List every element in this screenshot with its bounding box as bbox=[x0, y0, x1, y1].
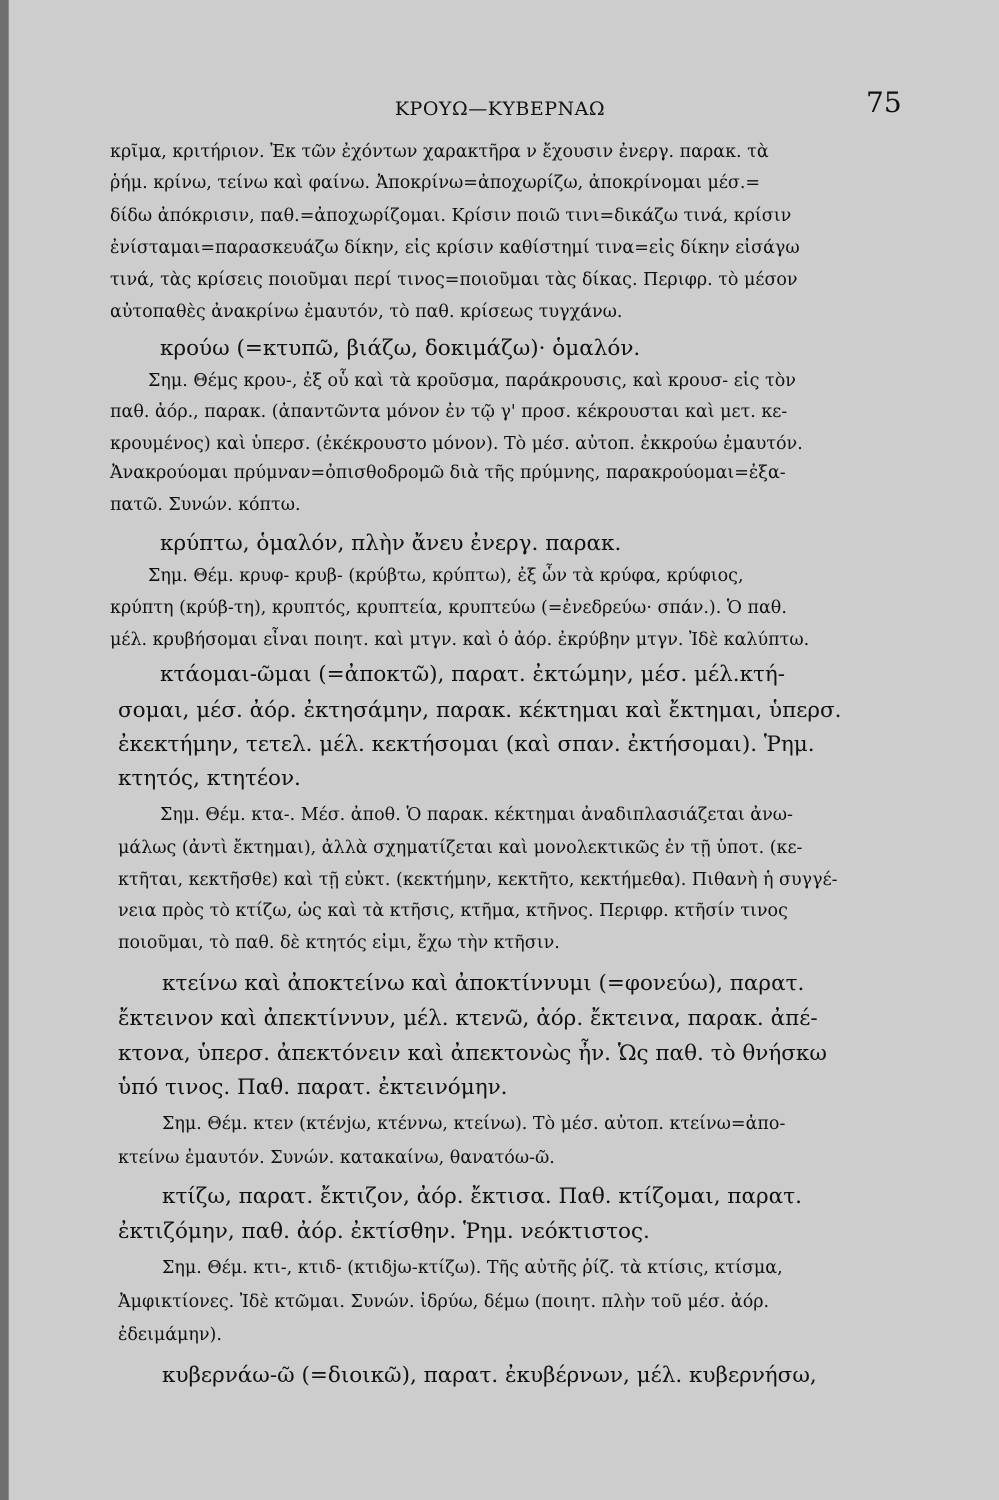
running-header: ΚΡΟΥΩ—ΚΥΒΕΡΝΑΩ bbox=[394, 98, 606, 120]
text-line: ἐκτιζόμην, παθ. ἀόρ. ἐκτίσθην. Ῥημ. νεόκτιστος. bbox=[118, 1219, 650, 1244]
text-line: Σημ. Θέμ. κτι-, κτιδ- (κτιδjω-κτίζω). Τῆς αὐτῆς ῥίζ. τὰ κτίσις, κτίσμα, bbox=[162, 1258, 783, 1278]
text-line: τινά, τὰς κρίσεις ποιοῦμαι περί τινος=ποιοῦμαι τὰς δίκας. Περιφρ. τὸ μέσον bbox=[110, 270, 798, 290]
headword-line: κρύπτω, ὁμαλόν, πλὴν ἄνευ ἐνεργ. παρακ. bbox=[160, 531, 622, 556]
text-line: δίδω ἀπόκρισιν, παθ.=ἀποχωρίζομαι. Κρίσιν ποιῶ τινι=δικάζω τινά, κρίσιν bbox=[110, 206, 792, 226]
text-line: ὑπό τινος. Παθ. παρατ. ἐκτεινόμην. bbox=[118, 1075, 508, 1100]
text-line: Ἀνακρούομαι πρύμναν=ὀπισθοδρομῶ διὰ τῆς πρύμνης, παρακρούομαι=ἐξα- bbox=[110, 463, 786, 483]
text-line: νεια πρὸς τὸ κτίζω, ὡς καὶ τὰ κτῆσις, κτῆμα, κτῆνος. Περιφρ. κτῆσίν τινος bbox=[118, 901, 788, 921]
text-line: ποιοῦμαι, τὸ παθ. δὲ κτητός εἰμι, ἔχω τὴν κτῆσιν. bbox=[118, 933, 560, 953]
text-line: κτονα, ὑπερσ. ἀπεκτόνειν καὶ ἀπεκτονὼς ἦν. Ὡς παθ. τὸ θνήσκω bbox=[118, 1041, 827, 1066]
text-line: Σημ. Θέμ. κτεν (κτένjω, κτέννω, κτείνω). Τὸ μέσ. αὐτοπ. κτείνω=ἀπο- bbox=[162, 1114, 786, 1134]
headword-line: κρούω (=κτυπῶ, βιάζω, δοκιμάζω)· ὁμαλόν. bbox=[160, 336, 641, 361]
text-line: πατῶ. Συνών. κόπτω. bbox=[110, 495, 301, 515]
text-line: ἐνίσταμαι=παρασκευάζω δίκην, εἰς κρίσιν καθίστημί τινα=εἰς δίκην εἰσάγω bbox=[110, 238, 800, 258]
text-line: κτῆται, κεκτῆσθε) καὶ τῇ εὐκτ. (κεκτήμην, κεκτῆτο, κεκτήμεθα). Πιθανὴ ἡ συγγέ- bbox=[118, 870, 838, 890]
text-line: κρῖμα, κριτήριον. Ἐκ τῶν ἐχόντων χαρακτῆρα ν ἔχουσιν ἐνεργ. παρακ. τὰ bbox=[110, 142, 769, 162]
text-line: μάλως (ἀντὶ ἔκτημαι), ἀλλὰ σχηματίζεται καὶ μονολεκτικῶς ἐν τῇ ὑποτ. (κε- bbox=[118, 838, 803, 858]
text-line: αὐτοπαθὲς ἀνακρίνω ἐμαυτόν, τὸ παθ. κρίσεως τυγχάνω. bbox=[110, 302, 623, 322]
text-line: μέλ. κρυβήσομαι εἶναι ποιητ. καὶ μτγν. καὶ ὁ ἀόρ. ἐκρύβην μτγν. Ἰδὲ καλύπτω. bbox=[110, 630, 810, 650]
text-line: σομαι, μέσ. ἀόρ. ἐκτησάμην, παρακ. κέκτημαι καὶ ἔκτημαι, ὑπερσ. bbox=[118, 698, 842, 723]
text-line: ἐκεκτήμην, τετελ. μέλ. κεκτήσομαι (καὶ σπαν. ἐκτήσομαι). Ῥημ. bbox=[118, 732, 815, 757]
page-number: 75 bbox=[866, 86, 902, 119]
text-line: κρουμένος) καὶ ὑπερσ. (ἐκέκρουστο μόνον). Τὸ μέσ. αὐτοπ. ἐκκρούω ἐμαυτόν. bbox=[110, 434, 803, 454]
text-line: παθ. ἀόρ., παρακ. (ἀπαντῶντα μόνον ἐν τῷ γ' προσ. κέκρουσται καὶ μετ. κε- bbox=[110, 402, 788, 422]
text-line: κτητός, κτητέον. bbox=[118, 766, 301, 791]
headword-line: κτίζω, παρατ. ἔκτιζον, ἀόρ. ἔκτισα. Παθ. κτίζομαι, παρατ. bbox=[162, 1184, 802, 1209]
headword-line: κτάομαι-ῶμαι (=ἀποκτῶ), παρατ. ἐκτώμην, μέσ. μέλ.κτή- bbox=[160, 662, 786, 687]
headword-line: κτείνω καὶ ἀποκτείνω καὶ ἀποκτίννυμι (=φονεύω), παρατ. bbox=[162, 971, 805, 996]
text-line: ῥήμ. κρίνω, τείνω καὶ φαίνω. Ἀποκρίνω=ἀποχωρίζω, ἀποκρίνομαι μέσ.= bbox=[110, 173, 761, 193]
text-line: ἔκτεινον καὶ ἀπεκτίννυν, μέλ. κτενῶ, ἀόρ. ἔκτεινα, παρακ. ἀπέ- bbox=[118, 1006, 818, 1031]
text-line: Σημ. Θέμ. κτα-. Μέσ. ἀποθ. Ὁ παρακ. κέκτημαι ἀναδιπλασιάζεται ἀνω- bbox=[160, 805, 793, 825]
headword-line: κυβερνάω-ῶ (=διοικῶ), παρατ. ἐκυβέρνων, μέλ. κυβερνήσω, bbox=[162, 1363, 817, 1388]
text-line: κτείνω ἐμαυτόν. Συνών. κατακαίνω, θανατόω-ῶ. bbox=[118, 1148, 555, 1168]
text-line: κρύπτη (κρύβ-τη), κρυπτός, κρυπτεία, κρυπτεύω (=ἐνεδρεύω· σπάν.). Ὁ παθ. bbox=[110, 598, 787, 618]
text-line: ἐδειμάμην). bbox=[118, 1325, 222, 1345]
text-line: Σημ. Θέμ. κρυφ- κρυβ- (κρύβτω, κρύπτω), ἐξ ὧν τὰ κρύφα, κρύφιος, bbox=[148, 566, 744, 586]
text-line: Ἀμφικτίονες. Ἰδὲ κτῶμαι. Συνών. ἱδρύω, δέμω (ποιητ. πλὴν τοῦ μέσ. ἀόρ. bbox=[118, 1292, 770, 1312]
text-line: Σημ. Θέμς κρου-, ἐξ οὗ καὶ τὰ κροῦσμα, παράκρουσις, καὶ κρουσ- εἰς τὸν bbox=[148, 371, 796, 391]
